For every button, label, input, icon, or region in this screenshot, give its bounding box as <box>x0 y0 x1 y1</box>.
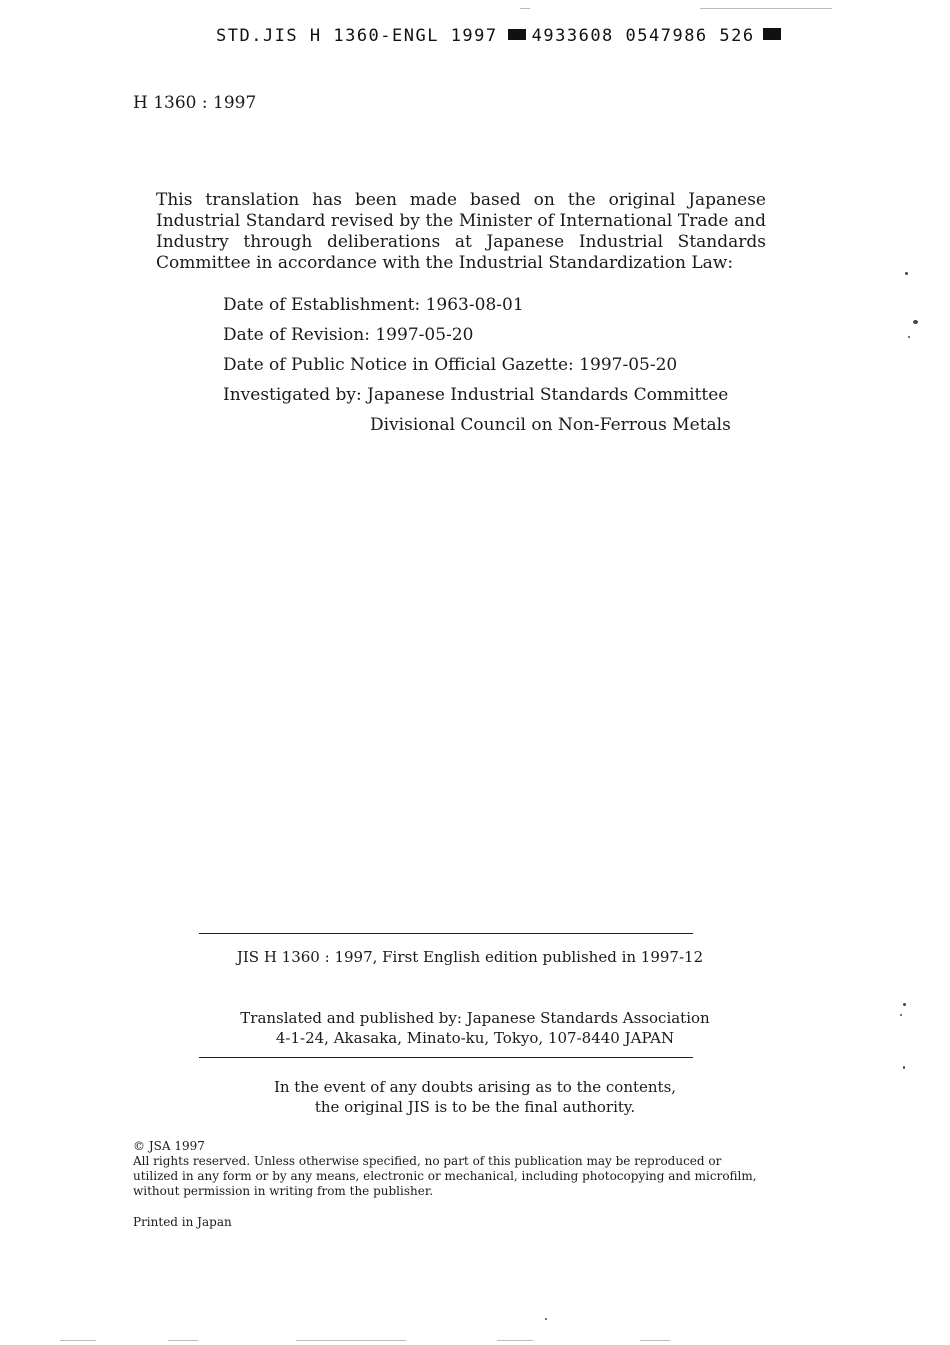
authority-notice-line-1: In the event of any doubts arising as to the contents, <box>273 1078 677 1096</box>
edition-statement <box>0 948 950 966</box>
copyright-line-2: utilized in any form or by any means, electronic or mechanical, including photocopying and microfilm, <box>133 1169 757 1183</box>
divisional-council: Divisional Council on Non-Ferrous Metals <box>370 415 731 435</box>
scan-artifact-line <box>296 1340 406 1341</box>
date-of-revision: Date of Revision: 1997-05-20 <box>223 325 474 345</box>
publisher-block <box>0 1008 950 1048</box>
black-block-mark <box>763 28 781 40</box>
scan-artifact-line <box>640 1340 670 1341</box>
copyright-line-1: All rights reserved. Unless otherwise specified, no part of this publication may be reproduced or <box>133 1154 722 1168</box>
authority-notice <box>0 1077 950 1117</box>
intro-paragraph: This translation has been made based on the original Japanese Industrial Standard revised by the Minister of International Trade and Industry through deliberations at Japanese Industrial Standards Committee in accordance with the Industrial Standardization Law: <box>156 190 766 273</box>
scan-header-left: STD.JIS H 1360-ENGL 1997 <box>216 26 498 46</box>
scan-header-right: 4933608 0547986 526 <box>531 26 755 46</box>
publisher-address: 4-1-24, Akasaka, Minato-ku, Tokyo, 107-8440 JAPAN <box>275 1029 675 1047</box>
scan-header <box>216 26 781 46</box>
edition-top-rule <box>199 933 693 934</box>
scan-artifact-line <box>60 1340 96 1341</box>
publisher-line-1: Translated and published by: Japanese Standards Association <box>240 1009 710 1027</box>
scan-artifact-line <box>520 8 530 9</box>
investigated-by: Investigated by: Japanese Industrial Standards Committee <box>223 385 729 405</box>
copyright-owner: © JSA 1997 <box>133 1139 205 1153</box>
scan-speck <box>913 320 918 324</box>
authority-notice-line-2: the original JIS is to be the final authority. <box>314 1098 636 1116</box>
scan-artifact-line <box>497 1340 533 1341</box>
scan-artifact-line <box>168 1340 198 1341</box>
scan-speck <box>545 1318 547 1320</box>
scan-speck <box>903 1003 906 1006</box>
scan-speck <box>908 336 910 338</box>
scan-speck <box>903 1066 905 1069</box>
black-block-mark <box>508 29 526 40</box>
date-of-public-notice: Date of Public Notice in Official Gazette: 1997-05-20 <box>223 355 678 375</box>
standard-number: H 1360 : 1997 <box>133 93 257 113</box>
copyright-line-3: without permission in writing from the publisher. <box>133 1184 434 1198</box>
copyright-block <box>133 1139 757 1199</box>
date-of-establishment: Date of Establishment: 1963-08-01 <box>223 295 524 315</box>
printed-in: Printed in Japan <box>133 1215 232 1229</box>
publisher-bottom-rule <box>199 1057 693 1058</box>
scan-speck <box>900 1014 902 1016</box>
scan-artifact-line <box>700 8 832 9</box>
scan-speck <box>905 272 908 275</box>
edition-text: JIS H 1360 : 1997, First English edition published in 1997-12 <box>236 948 704 966</box>
